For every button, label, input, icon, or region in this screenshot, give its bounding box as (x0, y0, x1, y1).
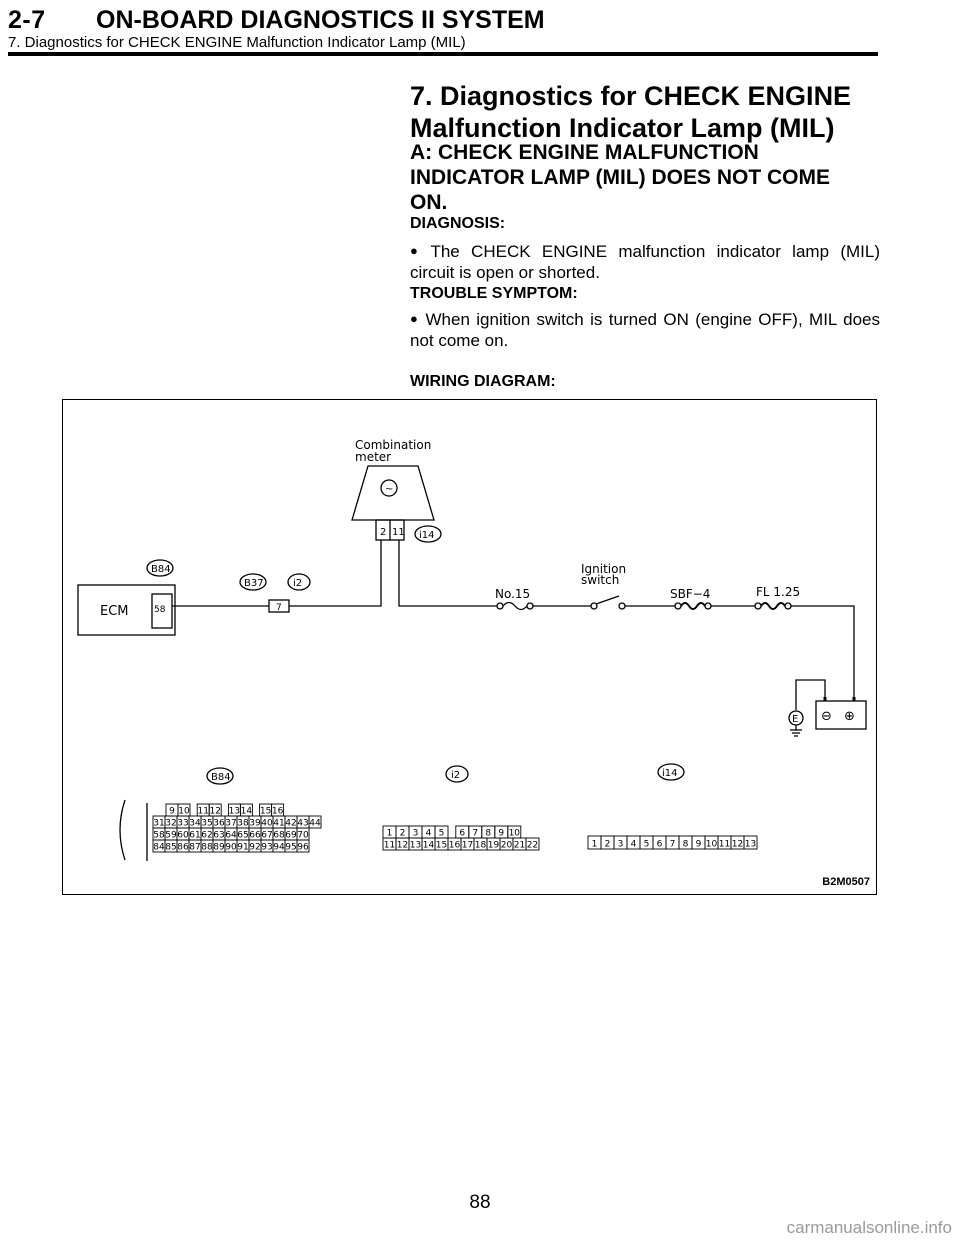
i2-pin-label: 19 (487, 840, 500, 851)
b84-pin-label: 93 (261, 842, 273, 853)
figure-id: B2M0507 (822, 876, 870, 888)
b84-pin-label: 41 (273, 818, 285, 829)
header-subtitle: 7. Diagnostics for CHECK ENGINE Malfunction Indicator Lamp (MIL) (8, 34, 466, 51)
header-title: ON-BOARD DIAGNOSTICS II SYSTEM (96, 6, 545, 34)
i14-pin-label: 11 (718, 839, 731, 850)
i2-pin-label: 6 (459, 828, 466, 839)
i2-pin-label: 14 (422, 840, 435, 851)
b84-pin-label: 16 (271, 806, 284, 817)
header-rule (8, 52, 878, 56)
b84-pin-label: 31 (153, 818, 165, 829)
i2-pin-label: 20 (500, 840, 513, 851)
b84-pin-label: 12 (209, 806, 221, 817)
b84-pin-label: 58 (153, 830, 165, 841)
wire-battery-to-ground (796, 680, 825, 710)
b84-pin-label: 34 (189, 818, 201, 829)
b84-pin-label: 59 (165, 830, 177, 841)
b84-pin-label: 62 (201, 830, 213, 841)
i2-pin-label: 13 (409, 840, 422, 851)
b84-pin-label: 65 (237, 830, 249, 841)
i2-pin-label: 2 (399, 828, 406, 839)
b84-pin-label: 64 (225, 830, 237, 841)
b84-connector-outline (120, 800, 147, 861)
diagnosis-label: DIAGNOSIS: (410, 215, 506, 232)
page-number: 88 (469, 1192, 491, 1213)
section-heading-line-2: Malfunction Indicator Lamp (MIL) (410, 113, 835, 143)
fuse-no15-icon (503, 603, 527, 610)
header-section-code: 2-7 (8, 6, 46, 34)
i2-pin-label: 10 (508, 828, 521, 839)
fusible-link-icon (761, 603, 785, 609)
trouble-symptom-text: When ignition switch is turned ON (engine OFF), MIL does not come on. (410, 310, 880, 350)
b84-pin-label: 68 (273, 830, 285, 841)
b84-pin-label: 36 (213, 818, 225, 829)
combination-meter (352, 438, 441, 542)
i14-pin-label: 5 (643, 839, 650, 850)
wiring-diagram-figure (62, 399, 877, 895)
b84-connector-pins (153, 804, 321, 853)
b84-pin-label: 84 (153, 842, 165, 853)
b84-pin-label: 69 (285, 830, 297, 841)
b84-connector-tag-label: B84 (211, 772, 231, 783)
sbf-terminal-left (675, 603, 681, 609)
i14-connector-tag-label: i14 (662, 768, 678, 779)
i14-pin-label: 3 (617, 839, 624, 850)
b84-pin-label: 10 (178, 806, 190, 817)
section-heading-line-1: 7. Diagnostics for CHECK ENGINE (410, 81, 852, 111)
ecm-label: ECM (100, 604, 129, 619)
subsection-heading (410, 140, 880, 215)
fusible-link-terminal-right (785, 603, 791, 609)
i14-connector-pins (588, 836, 757, 850)
b84-pin-label: 39 (249, 818, 261, 829)
b84-pin-label: 94 (273, 842, 285, 853)
fusible-link-label: FL 1.25 (756, 585, 801, 599)
i2-pin-label: 15 (435, 840, 448, 851)
subsection-heading-line-3: ON. (410, 191, 448, 214)
b84-pin-label: 33 (177, 818, 189, 829)
ignition-switch-label-2: switch (581, 573, 620, 587)
wiring-diagram-svg (63, 400, 878, 896)
b84-pin-label: 35 (201, 818, 213, 829)
battery-plus-icon: ⊕ (844, 709, 855, 724)
i2-pin-label: 12 (396, 840, 409, 851)
i14-pin-label: 2 (604, 839, 611, 850)
i2-pin-label: 4 (425, 828, 432, 839)
b84-pin-label: 96 (297, 842, 309, 853)
i2-pin-label: 18 (474, 840, 487, 851)
meter-pin-11: 11 (392, 527, 405, 538)
watermark: carmanualsonline.info (786, 1218, 952, 1237)
ecm-block (78, 560, 175, 635)
b84-pin-label: 90 (225, 842, 237, 853)
combination-meter-label-1: Combination (355, 438, 432, 452)
i2-pin-label: 7 (472, 828, 479, 839)
b84-pin-label: 66 (249, 830, 261, 841)
i14-pin-label: 12 (731, 839, 744, 850)
sbf-fuse-icon (681, 603, 705, 609)
i2-pin-label: 1 (386, 828, 393, 839)
b84-pin-label: 63 (213, 830, 225, 841)
fusible-link-terminal-left (755, 603, 761, 609)
connector-tag-i14-label: i14 (419, 530, 435, 541)
b84-pin-label: 44 (309, 818, 321, 829)
connector-tag-b37-label: B37 (244, 578, 264, 589)
fuse-no15-terminal-left (497, 603, 503, 609)
i14-pin-label: 4 (630, 839, 637, 850)
b84-pin-label: 88 (201, 842, 213, 853)
b84-pin-label: 61 (189, 830, 201, 841)
i2-pin-label: 17 (461, 840, 474, 851)
section-heading (410, 80, 880, 144)
connector-tag-i2-label: i2 (293, 578, 303, 589)
b84-pin-label: 86 (177, 842, 189, 853)
i2-pin-label: 16 (448, 840, 461, 851)
battery (816, 697, 866, 729)
fuse-no15-label: No.15 (495, 587, 531, 601)
wire-fl-to-battery (791, 606, 854, 697)
i14-pin-label: 1 (591, 839, 598, 850)
ecm-pin-58: 58 (154, 605, 166, 615)
ignition-switch-label-1: Ignition (581, 562, 627, 576)
trouble-symptom-paragraph (410, 308, 880, 351)
b84-pin-label: 95 (285, 842, 297, 853)
connector-pin-7: 7 (276, 603, 282, 613)
i14-pin-label: 8 (682, 839, 689, 850)
ignition-switch-blade (596, 596, 619, 604)
ignition-switch-terminal-right (619, 603, 625, 609)
b84-pin-label: 60 (177, 830, 189, 841)
b84-pin-label: 85 (165, 842, 177, 853)
sbf-terminal-right (705, 603, 711, 609)
meter-lamp-symbol: ~ (385, 484, 394, 495)
bullet-icon: ● (410, 243, 425, 258)
b84-pin-label: 40 (261, 818, 273, 829)
subsection-heading-line-1: A: CHECK ENGINE MALFUNCTION (410, 141, 759, 164)
i2-connector-tag-label: i2 (451, 770, 461, 781)
b84-pin-label: 15 (259, 806, 272, 817)
trouble-symptom-label: TROUBLE SYMPTOM: (410, 285, 578, 302)
b84-pin-label: 9 (169, 806, 175, 817)
b84-pin-label: 38 (237, 818, 249, 829)
b84-pin-label: 92 (249, 842, 261, 853)
wire-meter-feed (399, 540, 497, 606)
combination-meter-label-2: meter (355, 450, 392, 464)
b84-pin-label: 13 (228, 806, 241, 817)
b84-pin-label: 37 (225, 818, 237, 829)
i14-pin-label: 6 (656, 839, 663, 850)
b84-pin-label: 32 (165, 818, 177, 829)
b84-pin-label: 11 (197, 806, 209, 817)
battery-minus-icon: ⊖ (821, 709, 832, 724)
b84-pin-label: 87 (189, 842, 201, 853)
bullet-icon: ● (410, 311, 420, 326)
i14-pin-label: 9 (695, 839, 702, 850)
subsection-heading-line-2: INDICATOR LAMP (MIL) DOES NOT COME (410, 166, 830, 189)
i2-pin-label: 8 (485, 828, 492, 839)
b84-pin-label: 43 (297, 818, 309, 829)
i2-connector-pins (383, 826, 539, 851)
b84-pin-label: 14 (240, 806, 253, 817)
ground-label: E (792, 714, 799, 725)
i14-pin-label: 13 (744, 839, 757, 850)
diagnosis-paragraph (410, 240, 880, 283)
wiring-diagram-label: WIRING DIAGRAM: (410, 373, 556, 390)
i14-pin-label: 10 (705, 839, 718, 850)
fuse-no15-terminal-right (527, 603, 533, 609)
i14-pin-label: 7 (669, 839, 676, 850)
i2-pin-label: 9 (498, 828, 505, 839)
wire-meter-to-connector (289, 540, 381, 606)
diagnosis-text: The CHECK ENGINE malfunction indicator lamp (MIL) circuit is open or shorted. (410, 242, 880, 282)
connector-tag-b84-label: B84 (151, 564, 171, 575)
sbf-label: SBF−4 (670, 587, 711, 601)
b84-pin-label: 42 (285, 818, 297, 829)
b84-pin-label: 89 (213, 842, 225, 853)
i2-pin-label: 5 (438, 828, 445, 839)
i2-pin-label: 22 (526, 840, 539, 851)
b84-pin-label: 70 (297, 830, 309, 841)
b84-pin-label: 91 (237, 842, 249, 853)
i2-pin-label: 11 (383, 840, 396, 851)
b84-pin-label: 67 (261, 830, 273, 841)
meter-pin-2: 2 (380, 527, 387, 538)
i2-pin-label: 3 (412, 828, 419, 839)
i2-pin-label: 21 (513, 840, 526, 851)
